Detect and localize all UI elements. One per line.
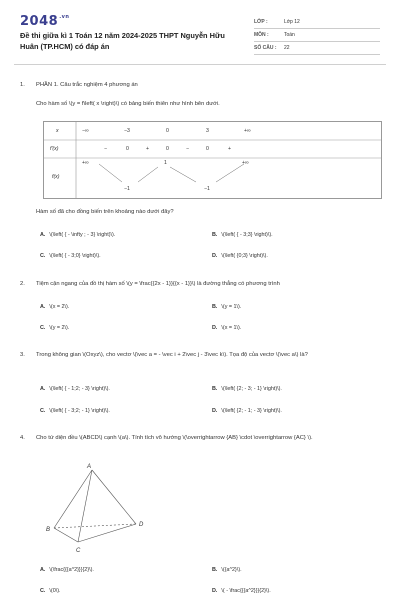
vertex-label-d: D <box>139 522 144 528</box>
exam-meta <box>254 16 380 55</box>
question-stem: Cho hàm số \(y = f\left( x \right)\) có bảng biến thiên như hình bên dưới. <box>36 101 220 107</box>
answer-option[interactable] <box>212 304 241 310</box>
option-letter: D. <box>212 325 218 331</box>
option-letter: C. <box>40 253 46 259</box>
row-label-x: x <box>56 128 59 134</box>
x-value: +∞ <box>244 128 251 134</box>
answer-option[interactable] <box>212 386 282 392</box>
option-letter: B. <box>212 386 218 392</box>
meta-value: Lớp 12 <box>284 19 300 25</box>
meta-value: 22 <box>284 45 290 51</box>
answer-option[interactable] <box>212 588 271 594</box>
option-text: \(\left( {2; - 3; - 1} \right)\). <box>221 386 282 392</box>
vertex-label-b: B <box>46 527 51 533</box>
question-stem: Trong không gian \(Oxyz\), cho vectơ \(\vec a = - \vec i + 2\vec j - 3\vec k\). Tọa độ của vectơ \(\vec a\) là? <box>36 352 308 358</box>
option-text: \(0\). <box>49 588 61 594</box>
sign: − <box>104 146 108 152</box>
logo-suffix: .vn <box>59 14 70 20</box>
option-letter: A. <box>40 567 46 573</box>
meta-row-count <box>254 42 380 55</box>
vertex-label-c: C <box>76 548 81 554</box>
option-letter: C. <box>40 588 46 594</box>
option-letter: C. <box>40 325 46 331</box>
option-letter: D. <box>212 588 218 594</box>
option-text: \(\left( {2; - 1; - 3} \right)\). <box>221 408 282 414</box>
sign: − <box>186 146 190 152</box>
meta-key: MÔN : <box>254 32 269 38</box>
answer-option[interactable] <box>40 408 110 414</box>
option-text: \({a^2}\). <box>221 567 242 573</box>
variation-table-grid <box>44 122 381 198</box>
option-letter: A. <box>40 304 46 310</box>
x-value: −∞ <box>82 128 89 134</box>
option-text: \(\left( { - 3;0} \right)\). <box>49 253 101 259</box>
header-divider <box>14 64 386 65</box>
tetrahedron-figure <box>36 462 156 554</box>
answer-option[interactable] <box>212 408 282 414</box>
option-text: \(\left( { - \infty ; - 3} \right)\). <box>49 232 116 238</box>
answer-option[interactable] <box>40 588 61 594</box>
site-logo[interactable] <box>20 14 69 29</box>
answer-option[interactable] <box>40 325 69 331</box>
x-value: 0 <box>166 128 169 134</box>
f-value: +∞ <box>242 160 249 166</box>
question-number: 4. <box>20 435 25 441</box>
section-title: PHẦN 1. Câu trắc nghiệm 4 phương án <box>36 82 138 88</box>
option-letter: B. <box>212 232 218 238</box>
option-text: \( - \frac{{{a^2}}}{2}\). <box>221 588 271 594</box>
sign: + <box>146 146 150 152</box>
sign: + <box>228 146 232 152</box>
f-value: −1 <box>204 186 210 192</box>
option-letter: A. <box>40 232 46 238</box>
option-text: \(y = 2\). <box>49 325 70 331</box>
option-letter: B. <box>212 567 218 573</box>
answer-option[interactable] <box>40 386 110 392</box>
option-text: \(\left( {0;3} \right)\). <box>221 253 268 259</box>
answer-option[interactable] <box>212 253 268 259</box>
meta-row-subject <box>254 29 380 42</box>
question-number: 2. <box>20 281 25 287</box>
question-number: 3. <box>20 352 25 358</box>
sign: 0 <box>126 146 129 152</box>
question-stem: Cho tứ diện đều \(ABCD\) cạnh \(a\). Tính tích vô hướng \(\overrightarrow {AB} \cdot \overrightarrow {AC} \). <box>36 435 313 441</box>
logo-text: 2048 <box>20 14 59 29</box>
option-text: \(\frac{{{a^2}}}{2}\). <box>49 567 94 573</box>
x-value: 3 <box>206 128 209 134</box>
question-stem: Tiệm cận ngang của đồ thị hàm số \(y = \frac{{2x - 1}}{{x - 1}}\) là đường thẳng có phương trình <box>36 281 280 287</box>
option-text: \(\left( { - 3;3} \right)\). <box>221 232 273 238</box>
x-value: −3 <box>124 128 130 134</box>
answer-option[interactable] <box>212 232 273 238</box>
f-value: −1 <box>124 186 130 192</box>
option-letter: D. <box>212 253 218 259</box>
f-value: 1 <box>164 160 167 166</box>
option-text: \(x = 1\). <box>221 325 242 331</box>
f-value: +∞ <box>82 160 89 166</box>
answer-option[interactable] <box>40 253 101 259</box>
row-label-f: f(x) <box>52 174 60 180</box>
option-text: \(\left( { - 1;2; - 3} \right)\). <box>49 386 110 392</box>
answer-option[interactable] <box>212 567 242 573</box>
question-number: 1. <box>20 82 25 88</box>
answer-option[interactable] <box>40 567 94 573</box>
option-text: \(y = 1\). <box>221 304 242 310</box>
answer-option[interactable] <box>212 325 241 331</box>
option-letter: A. <box>40 386 46 392</box>
option-letter: B. <box>212 304 218 310</box>
vertex-label-a: A <box>87 464 92 470</box>
sign: 0 <box>206 146 209 152</box>
option-text: \(\left( { - 3;2; - 1} \right)\). <box>49 408 110 414</box>
meta-key: LỚP : <box>254 19 268 25</box>
option-letter: C. <box>40 408 46 414</box>
variation-table <box>43 121 382 199</box>
meta-row-grade <box>254 16 380 29</box>
sign: 0 <box>166 146 169 152</box>
document-title: Đề thi giữa kì 1 Toán 12 năm 2024-2025 THPT Nguyễn Hữu Huân (TP.HCM) có đáp án <box>20 31 225 51</box>
answer-option[interactable] <box>40 304 69 310</box>
option-letter: D. <box>212 408 218 414</box>
question-prompt: Hàm số đã cho đồng biến trên khoảng nào dưới đây? <box>36 209 174 215</box>
option-text: \(x = 2\). <box>49 304 70 310</box>
answer-option[interactable] <box>40 232 115 238</box>
meta-value: Toán <box>284 32 295 38</box>
row-label-fprime: f'(x) <box>50 146 59 152</box>
meta-key: SỐ CÂU : <box>254 45 277 51</box>
